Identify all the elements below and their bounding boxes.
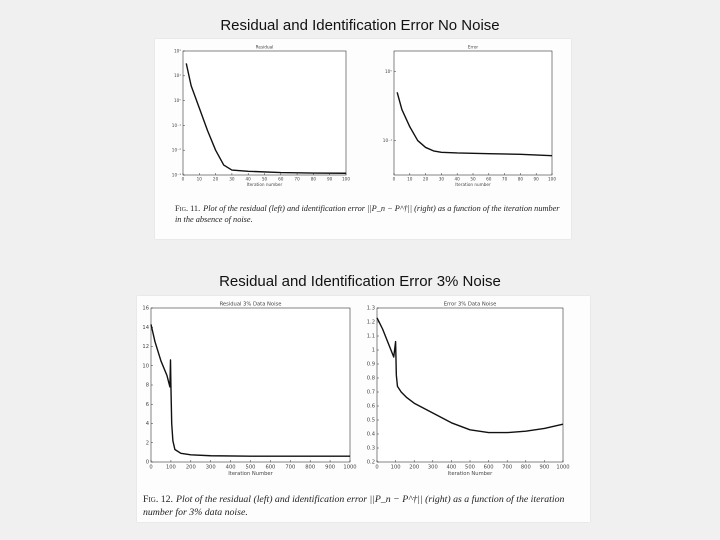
x-tick-label: 0 [392,176,396,182]
x-tick-label: 30 [229,176,235,182]
y-tick-label: 10⁰ [384,69,392,75]
x-tick-label: 400 [446,464,457,471]
y-tick-label: 10⁻³ [171,172,181,178]
x-axis-label: Iteration Number [447,470,493,477]
y-tick-label: 0.4 [366,431,375,438]
x-tick-label: 30 [438,176,445,182]
y-tick-label: 4 [145,421,149,428]
x-tick-label: 50 [261,176,268,182]
y-tick-label: 0.9 [366,361,375,368]
x-tick-label: 50 [470,176,476,182]
heading-no-noise: Residual and Identification Error No Noise [220,17,500,34]
figure-12-caption [143,493,588,519]
x-tick-label: 20 [212,176,219,182]
x-tick-label: 80 [517,176,524,182]
y-tick-label: 8 [145,382,149,389]
x-tick-label: 800 [520,464,531,471]
x-tick-label: 900 [539,464,550,471]
y-tick-label: 10⁰ [173,98,181,103]
x-tick-label: 700 [285,464,296,471]
y-tick-label: 0.2 [366,459,375,466]
figure-11-caption [175,203,567,225]
x-tick-label: 700 [502,464,513,471]
x-tick-label: 100 [165,464,176,471]
y-tick-label: 0.8 [366,375,375,382]
heading-3pct-noise: Residual and Identification Error 3% Noise [219,273,501,290]
plot-title: Error [467,44,479,50]
x-tick-label: 300 [205,464,216,471]
x-tick-label: 80 [310,176,317,182]
x-tick-label: 600 [483,464,494,471]
x-tick-label: 40 [454,176,460,182]
x-tick-label: 0 [375,464,379,471]
y-tick-label: 12 [142,344,149,351]
x-tick-label: 200 [409,464,420,471]
figure-12-label: Fig. 12. [143,494,173,505]
y-tick-label: 10⁻² [171,147,181,153]
y-tick-label: 14 [142,324,149,331]
x-tick-label: 200 [185,464,196,471]
x-tick-label: 100 [548,176,556,182]
x-tick-label: 90 [533,176,539,182]
plot-title: Residual 3% Data Noise [219,301,282,308]
y-tick-label: 0.7 [366,389,375,396]
plot-frame [394,51,552,175]
y-tick-label: 0.3 [366,445,375,452]
y-tick-label: 16 [142,305,149,312]
x-tick-label: 500 [465,464,475,471]
figure-11 [155,39,571,239]
y-tick-label: 10⁻¹ [382,137,392,143]
y-tick-label: 10² [173,48,181,54]
x-tick-label: 900 [325,464,336,471]
figure-11-caption-text: Plot of the residual (left) and identification error ||P_n − P^†|| (right) as a function of the iteration number in the absence of noise. [175,204,560,225]
x-tick-label: 40 [245,176,251,182]
x-tick-label: 1000 [343,464,357,471]
x-tick-label: 500 [245,464,256,471]
x-tick-label: 300 [427,464,438,471]
figure-12-caption-text: Plot of the residual (left) and identification error ||P_n − P^†|| (right) as a function of the iteration number for 3% data noise. [143,494,565,519]
x-tick-label: 70 [501,176,508,182]
plot-frame [183,51,346,175]
y-tick-label: 10 [142,363,149,370]
x-tick-label: 100 [342,176,350,182]
y-tick-label: 1.3 [366,305,375,312]
x-tick-label: 60 [278,176,284,182]
x-tick-label: 800 [305,464,316,471]
figure-12-plots [137,296,590,491]
x-tick-label: 0 [149,464,153,471]
plot-frame [377,308,563,462]
y-tick-label: 2 [145,440,149,447]
x-tick-label: 600 [265,464,276,471]
y-tick-label: 10⁻¹ [171,122,181,128]
y-tick-label: 1 [371,347,375,354]
x-axis-label: Iteration number [455,181,491,187]
plot-title: Error 3% Data Noise [443,301,497,308]
x-tick-label: 10 [407,176,413,182]
x-tick-label: 100 [390,464,401,471]
y-tick-label: 6 [145,401,149,408]
figure-12 [137,296,590,522]
x-tick-label: 400 [225,464,236,471]
y-tick-label: 1.1 [366,333,375,340]
x-tick-label: 90 [327,176,333,182]
x-tick-label: 60 [486,176,492,182]
y-tick-label: 0 [145,459,149,466]
x-axis-label: Iteration Number [228,470,273,477]
x-axis-label: Iteration number [246,181,283,187]
x-tick-label: 10 [196,176,202,182]
figure-11-label: Fig. 11. [175,204,201,213]
y-tick-label: 1.2 [366,319,375,326]
x-tick-label: 1000 [556,464,570,471]
figure-11-plots [155,39,571,199]
y-tick-label: 0.6 [366,403,375,410]
x-tick-label: 20 [422,176,429,182]
x-tick-label: 0 [181,176,185,182]
y-tick-label: 10¹ [173,73,181,79]
plot-frame [151,308,350,462]
x-tick-label: 70 [294,176,300,182]
plot-title: Residual [255,44,274,50]
y-tick-label: 0.5 [366,417,375,424]
